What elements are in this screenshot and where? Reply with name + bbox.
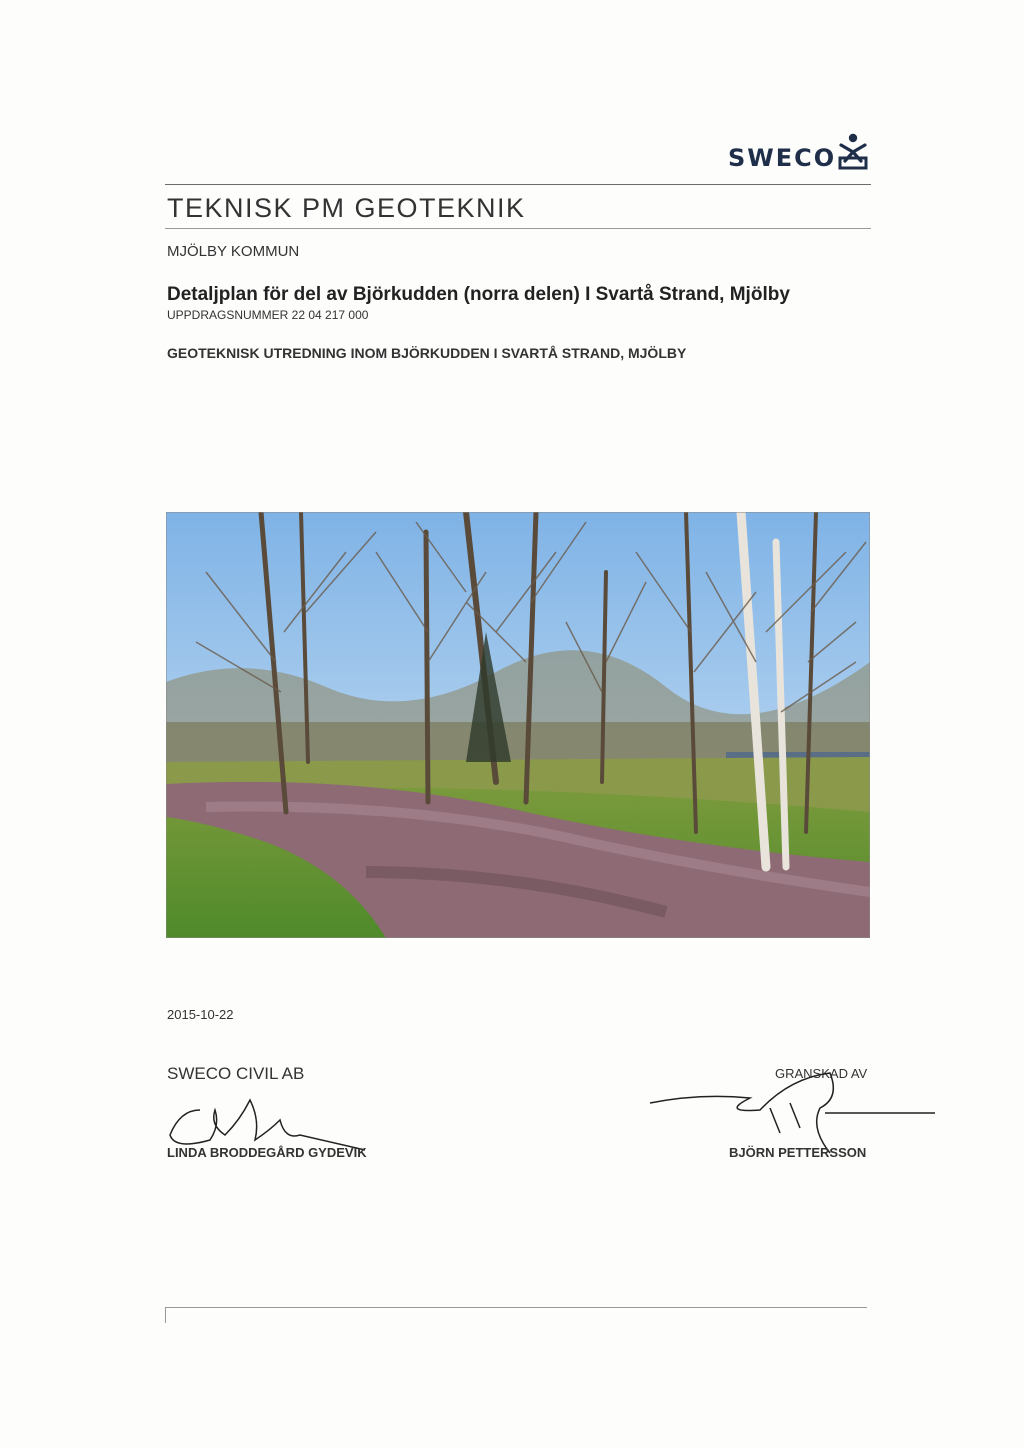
logo-wordmark: SWECO	[728, 144, 837, 172]
report-date: 2015-10-22	[167, 1007, 234, 1022]
client-name: MJÖLBY KOMMUN	[167, 243, 300, 260]
title-rule	[165, 228, 871, 229]
sweco-logo-icon	[835, 132, 871, 170]
report-subject: GEOTEKNISK UTREDNING INOM BJÖRKUDDEN I SVARTÅ STRAND, MJÖLBY	[167, 345, 687, 361]
reviewer-name: BJÖRN PETTERSSON	[729, 1145, 867, 1160]
header-rule	[165, 184, 871, 185]
assignment-number: UPPDRAGSNUMMER 22 04 217 000	[167, 308, 369, 322]
sweco-logo	[728, 132, 878, 176]
reviewed-by-label: GRANSKAD AV	[775, 1066, 868, 1081]
company-name: SWECO CIVIL AB	[167, 1064, 305, 1083]
footer-rule	[165, 1307, 867, 1308]
document-type: TEKNISK PM GEOTEKNIK	[167, 193, 526, 223]
footer-tick	[165, 1307, 166, 1323]
author-name: LINDA BRODDEGÅRD GYDEVIK	[167, 1145, 367, 1160]
cover-photo	[166, 512, 870, 938]
project-title: Detaljplan för del av Björkudden (norra delen) I Svartå Strand, Mjölby	[167, 284, 790, 305]
